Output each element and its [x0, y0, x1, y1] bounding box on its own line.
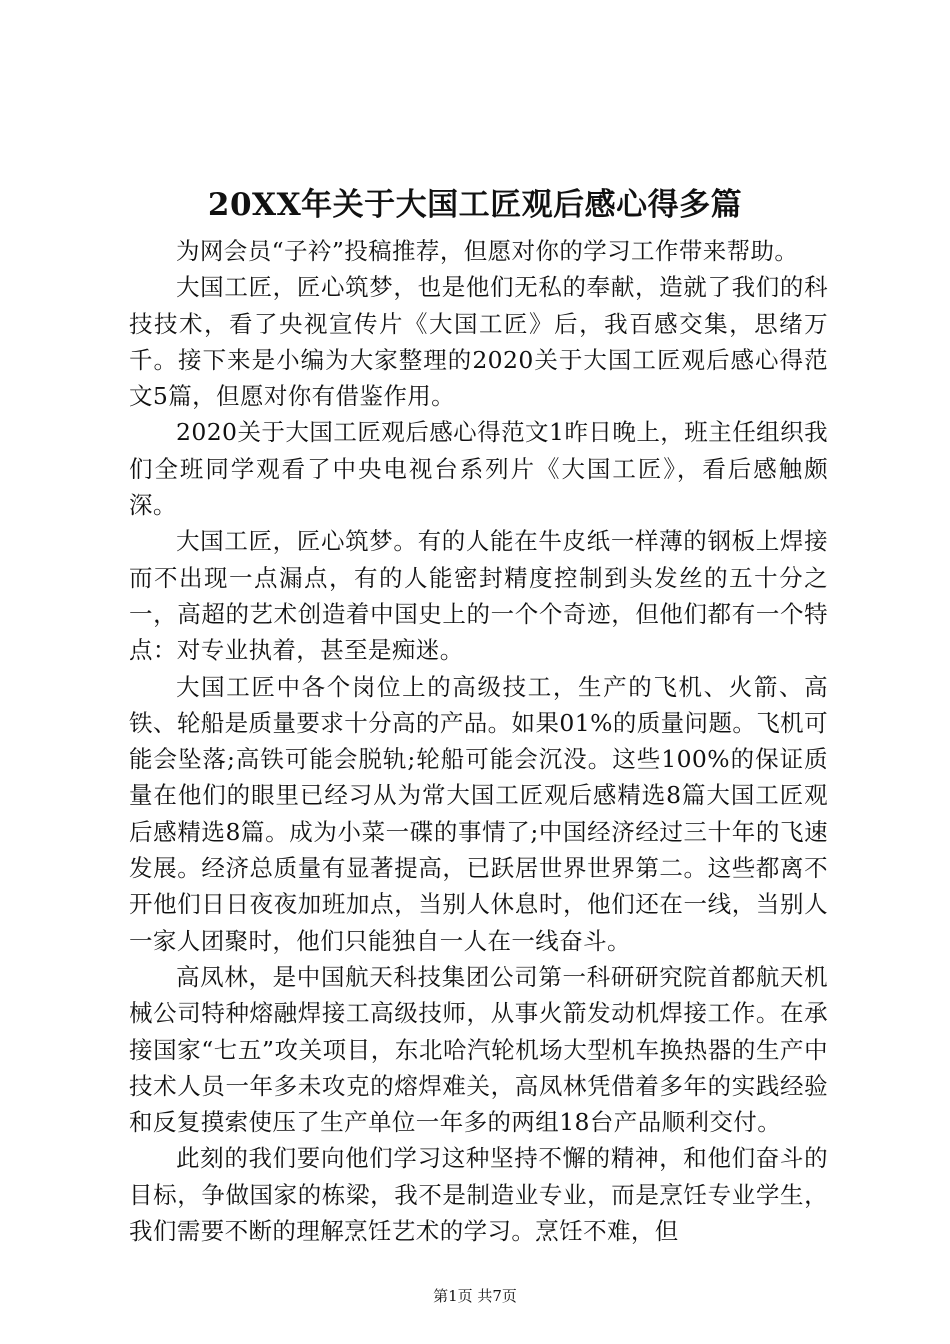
- paragraph: 2020关于大国工匠观后感心得范文1昨日晚上，班主任组织我们全班同学观看了中央电视台系列片《大国工匠》，看后感触颇深。: [129, 418, 828, 520]
- page-number-footer: 第1页 共7页: [433, 1287, 517, 1305]
- page-title: 20XX年关于大国工匠观后感心得多篇: [207, 187, 743, 223]
- paragraph: 大国工匠中各个岗位上的高级技工，生产的飞机、火箭、高铁、轮船是质量要求十分高的产品。如果01%的质量问题。飞机可能会坠落;高铁可能会脱轨;轮船可能会沉没。这些100%的保证质量在他们的眼里已经习从为常大国工匠观后感精选8篇大国工匠观后感精选8篇。成为小菜一碟的事情了;中国经济经过三十年的飞速发展。经济总质量有显著提高，已跃居世界世界第二。这些都离不开他们日日夜夜加班加点，当别人休息时，他们还在一线，当别人一家人团聚时，他们只能独自一人在一线奋斗。: [129, 672, 828, 955]
- paragraph: 大国工匠，匠心筑梦，也是他们无私的奉献，造就了我们的科技技术，看了央视宣传片《大国工匠》后，我百感交集，思绪万千。接下来是小编为大家整理的2020关于大国工匠观后感心得范文5篇，但愿对你有借鉴作用。: [129, 273, 828, 411]
- paragraph: 高凤林，是中国航天科技集团公司第一科研研究院首都航天机械公司特种熔融焊接工高级技师，从事火箭发动机焊接工作。在承接国家“七五”攻关项目，东北哈汽轮机场大型机车换热器的生产中技术人员一年多未攻克的熔焊难关，高凤林凭借着多年的实践经验和反复摸索使压了生产单位一年多的两组18台产品顺利交付。: [129, 962, 828, 1137]
- paragraph-intro: 为网会员“子衿”投稿推荐，但愿对你的学习工作带来帮助。: [176, 237, 799, 265]
- paragraph: 此刻的我们要向他们学习这种坚持不懈的精神，和他们奋斗的目标，争做国家的栋梁，我不是制造业专业，而是烹饪专业学生，我们需要不断的理解烹饪艺术的学习。烹饪不难，但: [129, 1144, 828, 1246]
- document-body: [129, 233, 828, 1249]
- paragraph: 大国工匠，匠心筑梦。有的人能在牛皮纸一样薄的钢板上焊接而不出现一点漏点，有的人能密封精度控制到头发丝的五十分之一，高超的艺术创造着中国史上的一个个奇迹，但他们都有一个特点：对专业执着，甚至是痴迷。: [129, 527, 828, 665]
